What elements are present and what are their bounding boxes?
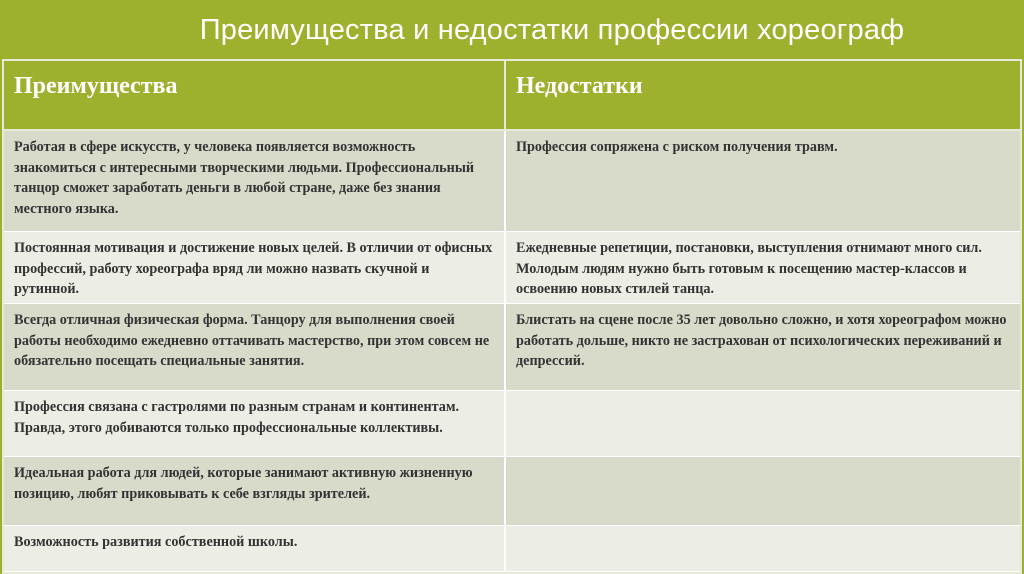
- table-cell-cons-2: Ежедневные репетиции, постановки, выступления отнимают много сил. Молодым людям нужно быть готовым к посещению мастер-классов и освоению новых стилей танца.: [504, 232, 1020, 304]
- table-cell-cons-3: Блистать на сцене после 35 лет довольно сложно, и хотя хореографом можно работать дольше, никто не застрахован от психологических переживаний и депрессий.: [504, 304, 1020, 391]
- table-cell-cons-1: Профессия сопряжена с риском получения травм.: [504, 131, 1020, 232]
- table-cell-pros-1: Работая в сфере искусств, у человека появляется возможность знакомиться с интересными творческими людьми. Профессиональный танцор сможет заработать деньги в любой стране, даже без знания местного языка.: [4, 131, 504, 232]
- header-pros: Преимущества: [4, 61, 504, 131]
- pros-cons-table: [2, 59, 1022, 574]
- table-cell-pros-5: Идеальная работа для людей, которые занимают активную жизненную позицию, любят приковывать к себе взгляды зрителей.: [4, 457, 504, 526]
- table-cell-cons-5: [504, 457, 1020, 526]
- table-cell-pros-6: Возможность развития собственной школы.: [4, 526, 504, 572]
- header-cons: Недостатки: [504, 61, 1020, 131]
- table-cell-pros-2: Постоянная мотивация и достижение новых целей. В отличии от офисных профессий, работу хореографа вряд ли можно назвать скучной и рутинной.: [4, 232, 504, 304]
- table-cell-pros-3: Всегда отличная физическая форма. Танцору для выполнения своей работы необходимо ежедневно оттачивать мастерство, при этом совсем не обязательно посещать специальные занятия.: [4, 304, 504, 391]
- table-cell-cons-4: [504, 391, 1020, 457]
- table-cell-cons-6: [504, 526, 1020, 572]
- table-cell-pros-4: Профессия связана с гастролями по разным странам и континентам. Правда, этого добиваются только профессиональные коллективы.: [4, 391, 504, 457]
- slide-title: Преимущества и недостатки профессии хореограф: [199, 14, 905, 46]
